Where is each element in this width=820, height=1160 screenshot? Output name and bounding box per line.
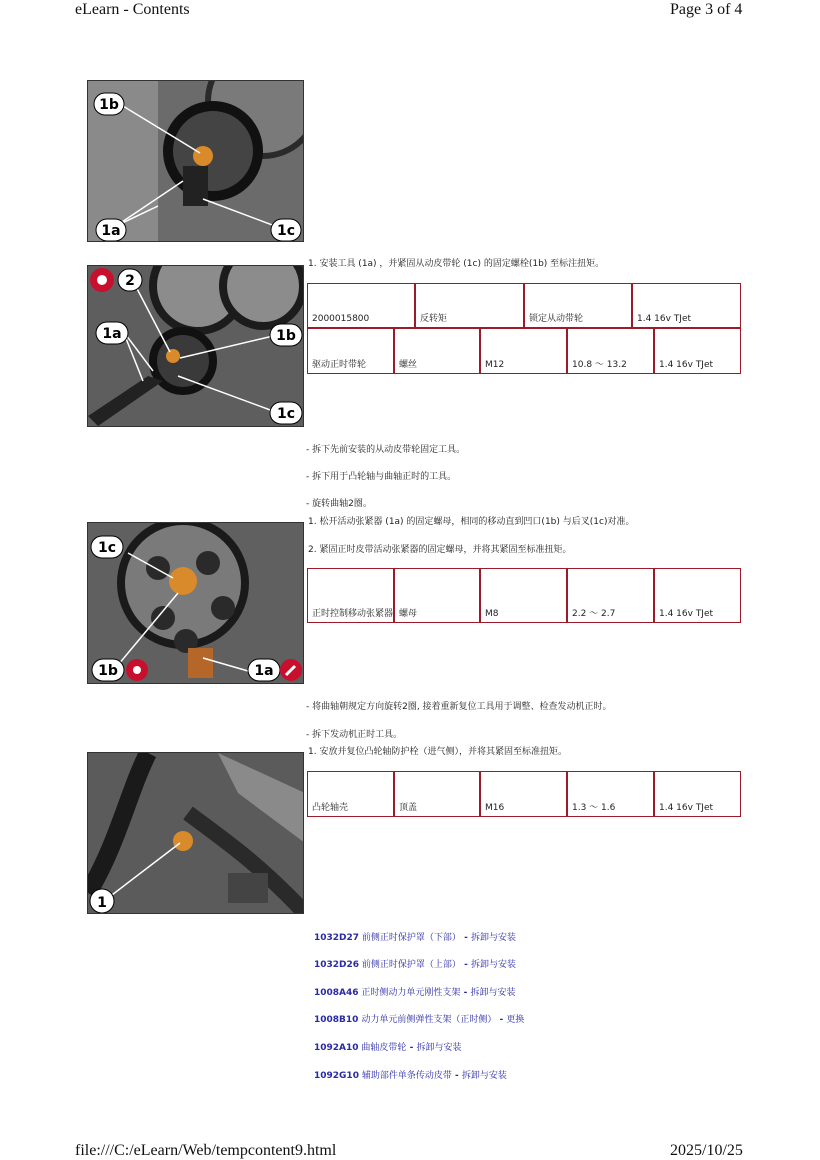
link-text[interactable]: 前侧正时保护罩（下部） [361,933,461,943]
link-action[interactable]: 更换 [506,1015,525,1025]
link-text[interactable]: 前侧正时保护罩（上部） [361,960,461,970]
t2-r1-c5: 1.4 16v TJet [654,568,741,623]
t1-r2-c2: 螺丝 [394,328,480,374]
figure-2 [87,265,304,427]
bullet-5: - 拆下发动机正时工具。 [306,730,403,740]
t3-r1-c5: 1.4 16v TJet [654,771,741,817]
figure-3-callout-1b: 1b [98,663,118,679]
link-1008a46[interactable] [314,985,515,998]
figure-2-callout-2: 2 [125,273,135,289]
bullet-4: - 将曲轴朝规定方向旋转2圈, 接着重新复位工具用于调整、检查发动机正时。 [306,702,612,712]
link-1092g10[interactable] [314,1068,507,1081]
figure-3 [87,522,304,684]
footer-path: file:///C:/eLearn/Web/tempcontent9.html [75,1142,337,1159]
link-code[interactable]: 1008B10 [314,1015,359,1025]
step-4-text: 1. 安放并复位凸轮轴防护栓（进气侧），并将其紧固至标准扭矩。 [308,747,567,757]
link-action[interactable]: 拆卸与安装 [416,1043,462,1053]
figure-1-callout-1c: 1c [276,223,296,239]
footer-date: 2025/10/25 [670,1142,743,1159]
figure-2-drawing [88,266,304,427]
link-code[interactable]: 1032D27 [314,933,360,943]
step-3-text: 2. 紧固正时皮带活动张紧器的固定螺母，并将其紧固至标准扭矩。 [308,545,572,555]
figure-4-drawing [88,753,304,914]
link-code[interactable]: 1032D26 [314,960,360,970]
figure-3-callout-1c: 1c [97,540,117,556]
t2-r1-c3: M8 [480,568,567,623]
t3-r1-c4: 1.3 ～ 1.6 [567,771,654,817]
link-code[interactable]: 1092G10 [314,1071,359,1081]
link-separator: - [451,1071,462,1081]
bullet-1: - 拆下先前安装的从动皮带轮固定工具。 [306,445,466,455]
figure-1-drawing [88,81,304,242]
figure-4 [87,752,304,914]
t2-r1-c1: 正时控制移动张紧器 [307,568,394,623]
t1-r1-c2: 反转矩 [415,283,524,328]
figure-3-callout-1a: 1a [254,663,274,679]
t1-r2-c5: 1.4 16v TJet [654,328,741,374]
t1-r2-c3: M12 [480,328,567,374]
link-separator: - [460,988,471,998]
link-action[interactable]: 拆卸与安装 [470,933,516,943]
t1-r1-c4: 1.4 16v TJet [632,283,741,328]
bullet-2: - 拆下用于凸轮轴与曲轴正时的工具。 [306,472,457,482]
page-number: Page 3 of 4 [670,1,743,18]
bullet-3: - 旋转曲轴2圈。 [306,499,372,509]
figure-3-drawing [88,523,304,684]
t3-r1-c2: 顶盖 [394,771,480,817]
t1-r2-c1: 驱动正时带轮 [307,328,394,374]
link-separator: - [406,1043,417,1053]
link-1092a10[interactable] [314,1040,461,1053]
step-2-text: 1. 松开活动张紧器 (1a) 的固定螺母，相同的移动直到凹口(1b) 与后叉(1c)对准。 [308,517,635,527]
link-action[interactable]: 拆卸与安装 [470,988,516,998]
t1-r2-c4: 10.8 ～ 13.2 [567,328,654,374]
link-1032d26[interactable] [314,957,516,970]
t1-r1-c1: 2000015800 [307,283,415,328]
link-text[interactable]: 曲轴皮带轮 [361,1043,407,1053]
link-separator: - [460,933,471,943]
link-action[interactable]: 拆卸与安装 [470,960,516,970]
link-1032d27[interactable] [314,930,516,943]
link-text[interactable]: 动力单元前侧弹性支架（正时侧） [361,1015,497,1025]
figure-2-callout-1c: 1c [276,406,296,422]
t3-r1-c3: M16 [480,771,567,817]
figure-2-callout-1a: 1a [102,326,122,342]
link-1008b10[interactable] [314,1012,524,1025]
link-text[interactable]: 辅助部件单条传动皮带 [361,1071,452,1081]
window-title: eLearn - Contents [75,1,190,18]
link-separator: - [496,1015,507,1025]
link-action[interactable]: 拆卸与安装 [461,1071,507,1081]
t1-r1-c3: 锁定从动带轮 [524,283,632,328]
t2-r1-c2: 螺母 [394,568,480,623]
figure-1-callout-1b: 1b [99,97,119,113]
link-text[interactable]: 正时侧动力单元刚性支架 [361,988,461,998]
link-code[interactable]: 1008A46 [314,988,359,998]
figure-1 [87,80,304,242]
link-separator: - [460,960,471,970]
figure-4-callout-1: 1 [97,895,107,911]
t2-r1-c4: 2.2 ～ 2.7 [567,568,654,623]
link-code[interactable]: 1092A10 [314,1043,359,1053]
t3-r1-c1: 凸轮轴壳 [307,771,394,817]
figure-2-callout-1b: 1b [276,328,296,344]
figure-1-callout-1a: 1a [101,223,121,239]
step-1-text: 1. 安装工具 (1a) ，并紧固从动皮带轮 (1c) 的固定螺栓(1b) 至标注扭矩。 [308,259,605,269]
